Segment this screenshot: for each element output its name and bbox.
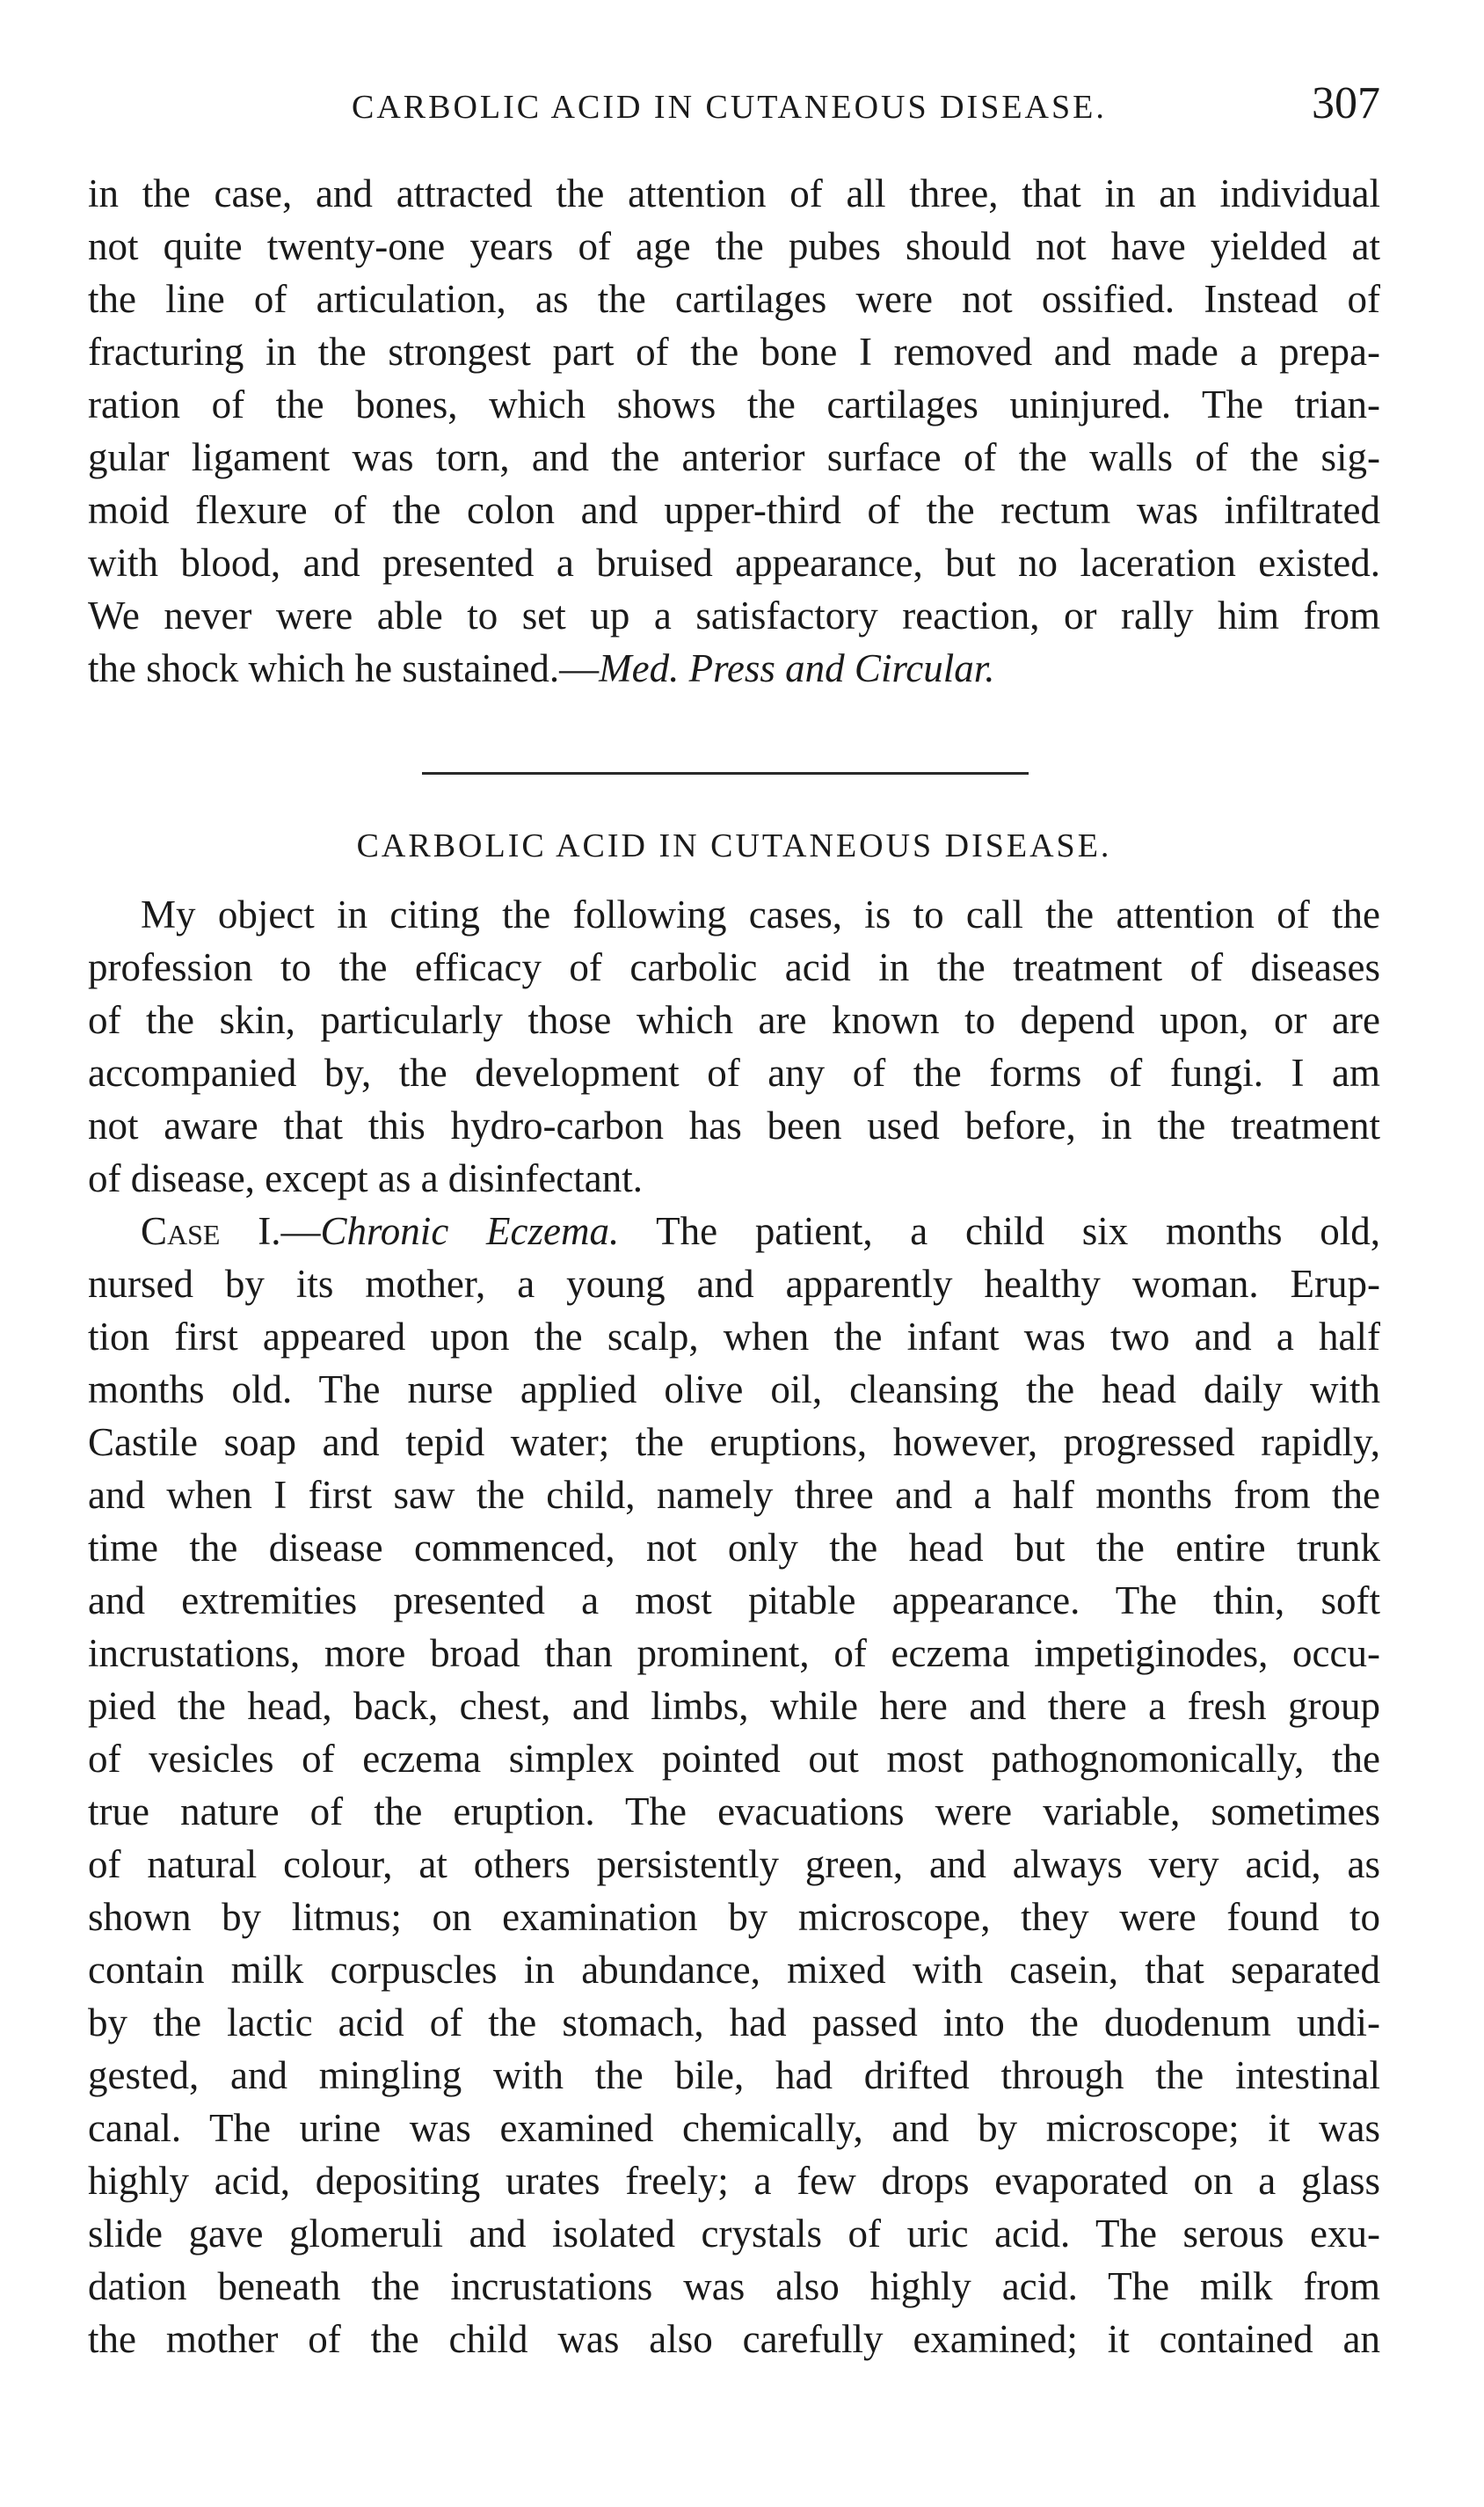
text-line: of the skin, particularly those which are known to depend upon, or are (88, 998, 1380, 1042)
text-line: not quite twenty-one years of age the pubes should not have yielded at (88, 224, 1380, 268)
text-line: canal. The urine was examined chemically, and by microscope; it was (88, 2106, 1380, 2150)
case-first-line (141, 1205, 1380, 1257)
article-heading: CARBOLIC ACID IN CUTANEOUS DISEASE. (356, 827, 1112, 864)
case-label: Case I.— (141, 1209, 321, 1253)
text-line-last (88, 642, 1380, 695)
text-line: of disease, except as a disinfectant. (88, 1156, 643, 1200)
case-first-line-text: The patient, a child six months old, (619, 1209, 1381, 1253)
closing-text: the shock which he sustained.— (88, 646, 600, 690)
text-line: months old. The nurse applied olive oil, cleansing the head daily with (88, 1367, 1380, 1411)
section-divider (422, 772, 1029, 775)
text-line: profession to the efficacy of carbolic acid in the treatment of diseases (88, 945, 1380, 989)
text-line: ration of the bones, which shows the cartilages uninjured. The trian- (88, 383, 1380, 426)
text-line: the line of articulation, as the cartilages were not ossified. Instead of (88, 277, 1380, 321)
page-number: 307 (1312, 78, 1380, 128)
text-line: of natural colour, at others persistently green, and always very acid, as (88, 1842, 1380, 1886)
running-head (88, 77, 1380, 130)
text-line: of vesicles of eczema simplex pointed out most pathognomonically, the (88, 1737, 1380, 1781)
text-line: time the disease commenced, not only the head but the entire trunk (88, 1526, 1380, 1570)
text-line: tion first appeared upon the scalp, when the infant was two and a half (88, 1315, 1380, 1359)
text-line: nursed by its mother, a young and apparently healthy woman. Erup- (88, 1262, 1380, 1306)
text-line: contain milk corpuscles in abundance, mixed with casein, that separated (88, 1948, 1380, 1992)
text-line: We never were able to set up a satisfactory reaction, or rally him from (88, 594, 1380, 638)
text-line: and when I first saw the child, namely three and a half months from the (88, 1473, 1380, 1517)
text-line: pied the head, back, chest, and limbs, while here and there a fresh group (88, 1684, 1380, 1728)
text-line: in the case, and attracted the attention of all three, that in an individual (88, 171, 1380, 215)
text-line: moid flexure of the colon and upper-third of the rectum was infiltrated (88, 488, 1380, 532)
text-line: slide gave glomeruli and isolated crystals of uric acid. The serous exu- (88, 2212, 1380, 2256)
text-line: dation beneath the incrustations was also highly acid. The milk from (88, 2264, 1380, 2308)
text-line: the mother of the child was also carefully examined; it contained an (88, 2317, 1380, 2361)
text-line: accompanied by, the development of any of the forms of fungi. I am (88, 1051, 1380, 1095)
source-citation: Med. Press and Circular. (599, 646, 995, 690)
text-line: gular ligament was torn, and the anterior surface of the walls of the sig- (88, 435, 1380, 479)
text-line: with blood, and presented a bruised appearance, but no laceration existed. (88, 541, 1380, 585)
text-line: shown by litmus; on examination by microscope, they were found to (88, 1895, 1380, 1939)
running-title: CARBOLIC ACID IN CUTANEOUS DISEASE. (352, 89, 1107, 126)
text-line: not aware that this hydro-carbon has been used before, in the treatment (88, 1104, 1380, 1148)
text-line: incrustations, more broad than prominent, of eczema impetiginodes, occu- (88, 1631, 1380, 1675)
text-line: gested, and mingling with the bile, had drifted through the intestinal (88, 2053, 1380, 2097)
text-line: My object in citing the following cases, is to call the attention of the (141, 893, 1380, 936)
text-line: by the lactic acid of the stomach, had passed into the duodenum undi- (88, 2000, 1380, 2044)
text-line: fracturing in the strongest part of the bone I removed and made a prepa- (88, 330, 1380, 374)
text-line: Castile soap and tepid water; the eruptions, however, progressed rapidly, (88, 1420, 1380, 1464)
text-line: highly acid, depositing urates freely; a few drops evaporated on a glass (88, 2159, 1380, 2203)
text-line: true nature of the eruption. The evacuations were variable, sometimes (88, 1789, 1380, 1833)
case-title: Chronic Eczema. (320, 1209, 620, 1253)
text-line: and extremities presented a most pitable appearance. The thin, soft (88, 1578, 1380, 1622)
